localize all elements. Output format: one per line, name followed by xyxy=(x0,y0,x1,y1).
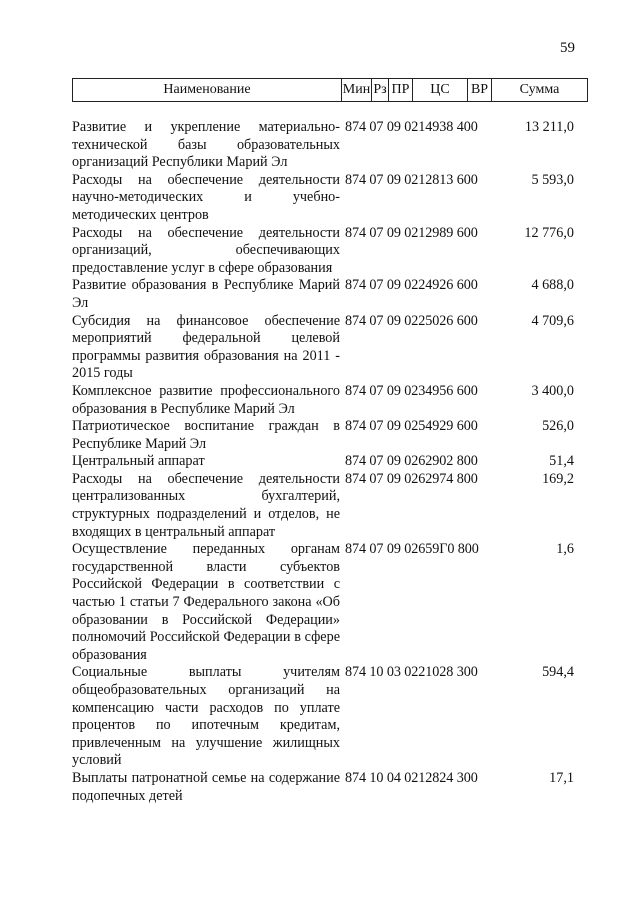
table-row xyxy=(72,471,588,541)
row-name: Расходы на обеспечение деятельности организаций, обеспечивающих предоставление услуг в сфере образования xyxy=(72,224,340,276)
page-number: 59 xyxy=(560,40,575,56)
row-name: Выплаты патронатной семье на содержание подопечных детей xyxy=(72,769,340,804)
row-codes: 874 07 09 0234956 600 xyxy=(345,382,478,399)
table-row xyxy=(72,664,588,770)
row-name: Социальные выплаты учителям общеобразовательных организаций на компенсацию части расходов по уплате процентов по ипотечным кредитам, привлеченным на улучшение жилищных условий xyxy=(72,664,340,769)
table-header xyxy=(72,78,588,102)
row-codes: 874 10 03 0221028 300 xyxy=(345,664,478,681)
table-row xyxy=(72,119,588,172)
budget-table-body xyxy=(72,119,588,805)
table-row xyxy=(72,277,588,312)
row-sum: 4 688,0 xyxy=(531,277,574,294)
header-sum: Сумма xyxy=(519,82,560,97)
table-row xyxy=(72,225,588,278)
row-sum: 4 709,6 xyxy=(531,312,574,329)
row-sum: 1,6 xyxy=(556,541,574,558)
header-min: Мин xyxy=(342,79,372,101)
row-name: Расходы на обеспечение деятельности централизованных бухгалтерий, структурных подразделений и отделов, не входящих в центральный аппарат xyxy=(72,470,340,540)
row-sum: 526,0 xyxy=(542,418,574,435)
row-name: Развитие и укрепление материально-технической базы образовательных организаций Республики Марий Эл xyxy=(72,119,340,171)
row-codes: 874 07 09 0212989 600 xyxy=(345,224,478,241)
row-sum: 5 593,0 xyxy=(531,171,574,188)
header-cs: ЦС xyxy=(413,79,468,101)
row-sum: 169,2 xyxy=(542,470,574,487)
row-sum: 51,4 xyxy=(549,453,574,470)
table-row xyxy=(72,418,588,453)
row-name: Развитие образования в Республике Марий Эл xyxy=(72,277,340,311)
row-sum: 3 400,0 xyxy=(531,382,574,399)
header-name: Наименование xyxy=(73,79,342,101)
row-codes: 874 07 09 0224926 600 xyxy=(345,277,478,294)
row-codes: 874 07 09 02659Г0 800 xyxy=(345,541,479,558)
table-row xyxy=(72,453,588,471)
table-row xyxy=(72,770,588,805)
row-name: Комплексное развитие профессионального образования в Республике Марий Эл xyxy=(72,382,340,417)
table-row xyxy=(72,313,588,383)
row-codes: 874 10 04 0212824 300 xyxy=(345,769,478,786)
row-codes: 874 07 09 0262974 800 xyxy=(345,470,478,487)
row-codes: 874 07 09 0212813 600 xyxy=(345,171,478,188)
row-codes: 874 07 09 0262902 800 xyxy=(345,453,478,470)
row-sum: 594,4 xyxy=(542,664,574,681)
row-sum: 17,1 xyxy=(549,769,574,786)
row-name: Субсидия на финансовое обеспечение мероприятий федеральной целевой программы развития образования на 2011 - 2015 годы xyxy=(72,312,340,382)
row-codes: 874 07 09 0225026 600 xyxy=(345,312,478,329)
header-rz: Рз xyxy=(372,79,389,101)
header-pr: ПР xyxy=(389,79,413,101)
table-row xyxy=(72,383,588,418)
row-codes: 874 07 09 0254929 600 xyxy=(345,418,478,435)
table-row xyxy=(72,172,588,225)
header-vr: ВР xyxy=(468,79,492,101)
row-name: Осуществление переданных органам государственной власти субъектов Российской Федерации в соответствии с частью 1 статьи 7 Федерального закона «Об образовании в Российской Федерации» полномочий Российской Федерации в сфере образования xyxy=(72,541,340,663)
row-name: Патриотическое воспитание граждан в Республике Марий Эл xyxy=(72,418,340,452)
row-codes: 874 07 09 0214938 400 xyxy=(345,119,478,135)
row-sum: 13 211,0 xyxy=(524,119,574,135)
row-name: Расходы на обеспечение деятельности научно-методических и учебно-методических центров xyxy=(72,171,340,223)
table-row xyxy=(72,541,588,664)
row-sum: 12 776,0 xyxy=(524,224,574,241)
row-name: Центральный аппарат xyxy=(72,453,205,470)
